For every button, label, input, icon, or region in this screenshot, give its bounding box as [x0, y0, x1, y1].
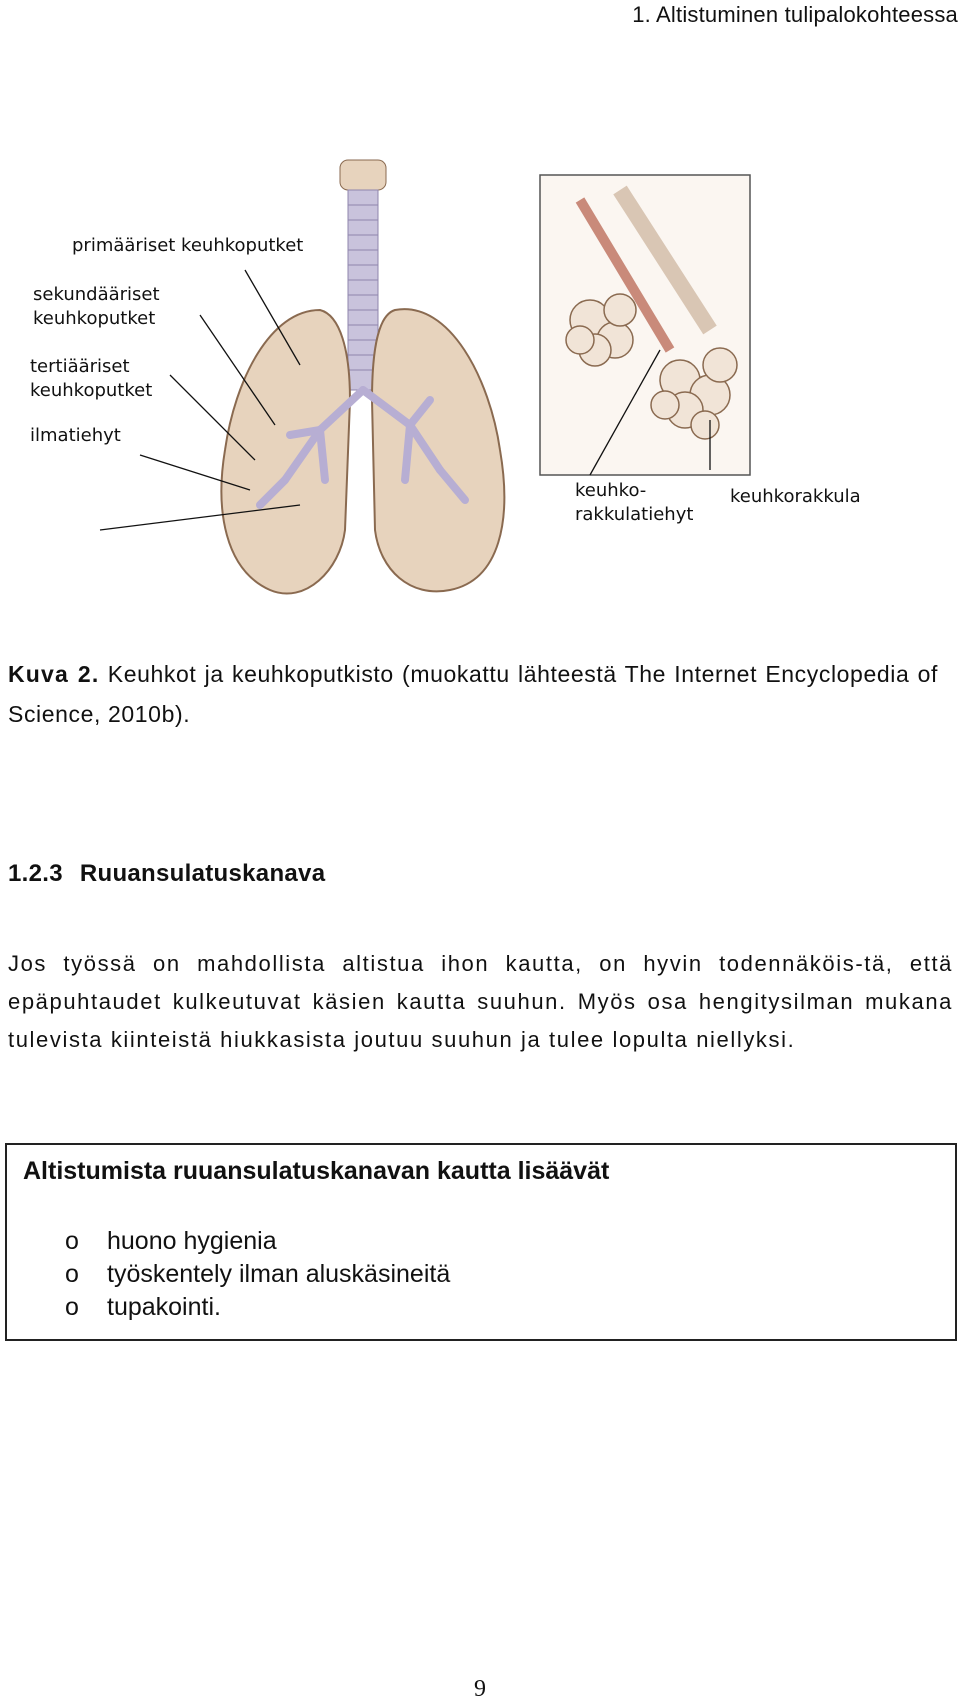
- info-box-title: Altistumista ruuansulatuskanavan kautta lisäävät: [23, 1157, 610, 1185]
- label-alveolus: keuhkorakkula: [730, 486, 861, 507]
- caption-text: Keuhkot ja keuhkoputkisto (muokattu lähteestä The Internet Encyclopedia of Science, 2010b).: [8, 661, 938, 727]
- list-item-text: työskentely ilman aluskäsineitä: [107, 1260, 451, 1288]
- list-item: [65, 1258, 450, 1291]
- label-secondary-bronchi: sekundääriset keuhkoputket: [33, 284, 160, 329]
- lung-figure: [20, 150, 920, 630]
- info-box: [5, 1143, 957, 1341]
- running-header: 1. Altistuminen tulipalokohteessa: [632, 2, 958, 27]
- figure-caption: [8, 654, 938, 734]
- bullet-marker: o: [65, 1260, 79, 1288]
- caption-prefix: Kuva 2.: [8, 661, 100, 687]
- page-number: 9: [474, 1676, 486, 1702]
- label-alveolar-duct: keuhko- rakkulatiehyt: [575, 480, 694, 525]
- list-item-text: tupakointi.: [107, 1293, 221, 1321]
- body-paragraph: Jos työssä on mahdollista altistua ihon kautta, on hyvin todennäköis-tä, että epäpuhtaudet kulkeutuvat käsien kautta suuhun. Myös osa hengitysilman mukana tulevista kiinteistä hiukkasista joutuu suuhun ja tulee lopulta niellyksi.: [8, 951, 953, 1052]
- label-primary-bronchi: primääriset keuhkoputket: [72, 235, 304, 256]
- section-number: 1.2.3: [8, 860, 63, 887]
- bullet-marker: o: [65, 1227, 79, 1255]
- bullet-marker: o: [65, 1293, 79, 1321]
- list-item: [65, 1225, 450, 1258]
- label-air-ducts: ilmatiehyt: [30, 425, 121, 446]
- right-lung: [372, 309, 504, 591]
- section-title: Ruuansulatuskanava: [79, 860, 326, 887]
- left-lung: [221, 310, 350, 594]
- section-heading: [8, 860, 325, 888]
- label-tertiary-bronchi: tertiääriset keuhkoputket: [30, 356, 153, 401]
- list-item: [65, 1291, 450, 1324]
- alveoli-inset: [540, 175, 750, 475]
- list-item-text: huono hygienia: [107, 1227, 277, 1255]
- info-box-list: [65, 1225, 450, 1324]
- lung-illustration: [20, 150, 920, 630]
